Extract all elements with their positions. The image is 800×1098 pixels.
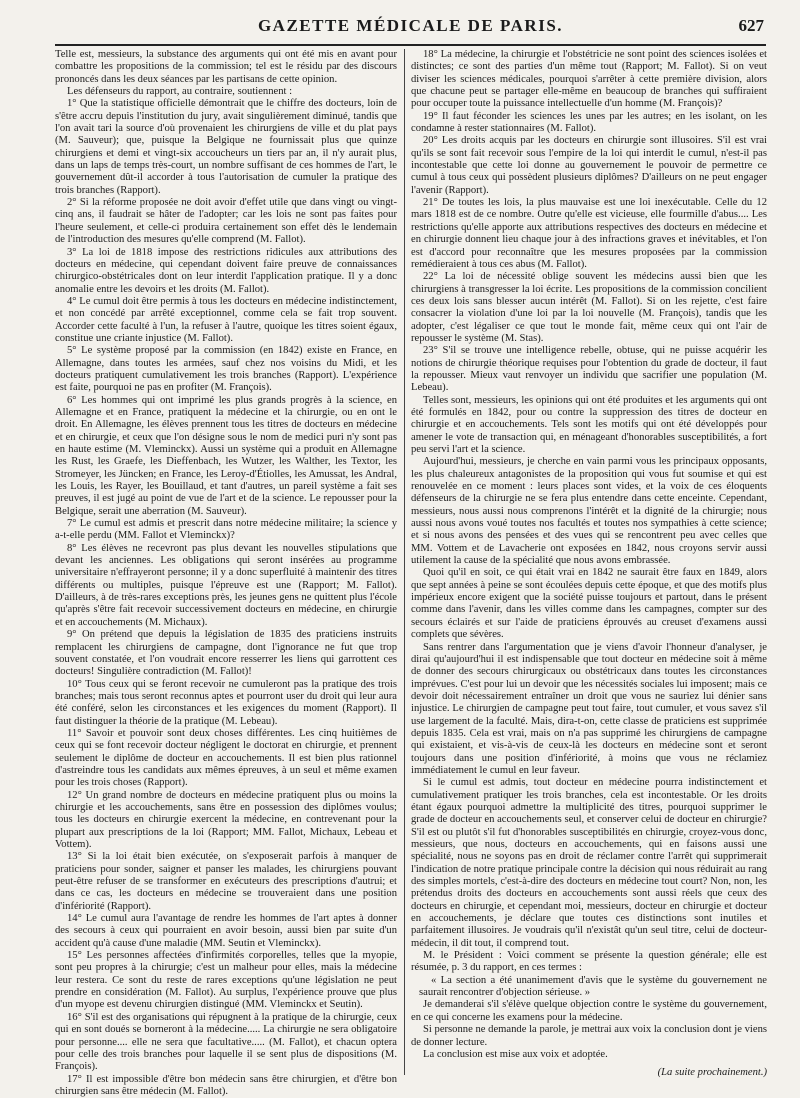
column-divider <box>404 49 405 1075</box>
paragraph: 6° Les hommes qui ont imprimé les plus grands progrès à la science, en Allemagne et en France, pratiquent la médecine et la chirurgie, ou en ont le droit. En Allemagne, les élèves prennent tous les titres de docteurs en médecine et en chirurgie, et ceux que l'on désigne sous le nom de medici puri n'y sont pas en haute estime (M. Vleminckx). Aussi un système qui a produit en Allemagne les Rust, les Graefe, les Dieffenbach, les Wutzer, les Walther, les Textor, les Stromeyer, les Jüncken; en France, les Leroy-d'Étiolles, les Amussat, les Andral, les Louis, les Rayer, les Bouillaud, et tant d'autres, un pareil système a fait ses preuves, il est jugé au point de vue de l'art et de la science. Le repousser pour la Belgique, serait une aberration (M. Sauveur). <box>55 394 397 517</box>
paragraph: M. le Président : Voici comment se présente la question générale; elle est résumée, p. 3 du rapport, en ces termes : <box>411 950 767 974</box>
paragraph: 19° Il faut féconder les sciences les unes par les autres; en les isolant, on les condamne à rester stationnaires (M. Fallot). <box>411 110 767 135</box>
paragraph: 17° Il est impossible d'être bon médecin sans être chirurgien, et d'être bon chirurgien sans être médecin (M. Fallot). <box>55 1073 397 1097</box>
paragraph: Telle est, messieurs, la substance des arguments qui ont été mis en avant pour combattre les propositions de la commission; tel est le résidu par des discours prononcés dans les deux séances par les partisans de cette opinion. <box>55 49 397 85</box>
paragraph: 21° De toutes les lois, la plus mauvaise est une loi inexécutable. Celle du 12 mars 1818 est de ce nombre. Outre qu'elle est vicieuse, elle fourmille d'abus.... Les restrictions qu'elle apporte aux attributions respectives des docteurs en médecine et en chirurgie donnent lieu chaque jour à des infractions graves et inévitables, et l'on est d'accord pour reconnaître que les mesures proposées par la commission remédieraient à tous ces abus (M. Fallot). <box>411 197 767 270</box>
paragraph: 15° Les personnes affectées d'infirmités corporelles, telles que la myopie, sont peu propres à la chirurgie; c'est un malheur pour elles, mais la médecine leur restera. Ce sont du reste de rares exceptions qu'une législation ne peut prendre en considération (M. Fallot). Au surplus, l'expérience prouve que plus d'un myope est devenu chirurgien distingué (MM. Vleminckx et Seutin). <box>55 950 397 1011</box>
paragraph: 9° On prétend que depuis la législation de 1835 des praticiens instruits remplacent les chirurgiens de campagne, dont l'ignorance ne fut que trop souvent constatée, et l'on voudrait encore resserrer les liens qui garrottent ces docteurs! Singulière contradiction (M. Fallot)! <box>55 629 397 678</box>
paragraph: Sans rentrer dans l'argumentation que je viens d'avoir l'honneur d'analyser, je dirai qu'aujourd'hui il est indispensable que tout docteur en médecine soit à même de donner des secours chirurgicaux ou obstétricaux dans toutes les circonstances imprévues. C'est pour lui un devoir que les nécessités sociales lui imposent; mais ce devoir doit nécessairement entraîner un droit que vous ne sauriez lui dénier sans injustice. Le chirurgien de campagne peut tout faire, tout cumuler, et vous savez s'il use largement de la faculté. Mais, dira-t-on, cette classe de praticiens est supprimée depuis 1835. Cela est vrai, mais on n'a pas supprimé les chirurgiens de campagne qui existaient, et vis-à-vis de ceux-là les docteurs en médecine sont et seront toujours dans une position d'infériorité, à moins que vous ne réclamiez immédiatement le cumul en leur faveur. <box>411 641 767 776</box>
paragraph: 7° Le cumul est admis et prescrit dans notre médecine militaire; la science y a-t-elle perdu (MM. Fallot et Vleminckx)? <box>55 518 397 542</box>
paragraph: Telles sont, messieurs, les opinions qui ont été produites et les arguments qui ont été formulés en 1842, pour ou contre la suppression des titres de docteur en chirurgie et en accouchements. Tels sont les motifs qui ont été développés pour amener le vote de transaction qui, en ménageant d'honorables susceptibilités, a fort peu servi l'art et la science. <box>411 394 767 455</box>
paragraph: 14° Le cumul aura l'avantage de rendre les hommes de l'art aptes à donner des secours à ceux qui pourraient en avoir besoin, aussi bien par suite d'un accident qu'à cause d'une maladie (MM. Seutin et Vleminckx). <box>55 913 397 949</box>
paragraph: La conclusion est mise aux voix et adoptée. <box>423 1048 608 1060</box>
paragraph: Les défenseurs du rapport, au contraire, soutiennent : <box>67 86 293 98</box>
page-number: 627 <box>738 16 764 35</box>
paragraph: Quoi qu'il en soit, ce qui était vrai en 1842 ne saurait être faux en 1849, alors que sept années à peine se sont écoulées depuis cette époque, et que des motifs plus impérieux encore exigent que la société puisse toujours et partout, dans le présent comme dans l'avenir, dans les villes comme dans les campagnes, compter sur des secours éclairés et sur l'aide de praticiens éprouvés au creuset d'examens aussi complets que sévères. <box>411 567 767 641</box>
quoted-resolution: « La section a été unanimement d'avis que le système du gouvernement ne saurait rencontrer d'objection sérieuse. » <box>419 974 767 999</box>
page-header <box>55 12 766 46</box>
paragraph: 11° Savoir et pouvoir sont deux choses différentes. Les cinq huitièmes de ceux qui se font recevoir docteur négligent le doctorat en chirurgie, et prennent seulement le diplôme de docteur en accouchements. Il est bien plus rationnel d'astreindre tous les candidats aux mêmes épreuves, à un seul et même examen pour les trois choses (Rapport). <box>55 727 397 789</box>
paragraph: 10° Tous ceux qui se feront recevoir ne cumuleront pas la pratique des trois branches; mais tous seront reconnus aptes et pourront user du droit qui leur aura été conféré, selon les circonstances et les exigences du moment (Rapport). Il faut distinguer la théorie de la pratique (M. Lebeau). <box>55 678 397 727</box>
running-title: GAZETTE MÉDICALE DE PARIS. <box>257 16 564 35</box>
paragraph: Si personne ne demande la parole, je mettrai aux voix la conclusion dont je viens de donner lecture. <box>411 1024 767 1048</box>
continuation-note: (La suite prochainement.) <box>657 1067 767 1079</box>
paragraph: 2° Si la réforme proposée ne doit avoir d'effet utile que dans vingt ou vingt-cinq ans, il faudrait se hâter de l'adopter; car les lois ne sont pas faites pour l'heure seulement, et celle-ci produira certainement son effet dès le lendemain de l'introduction des mesures qu'elle comprend (M. Fallot). <box>55 197 397 246</box>
paragraph: 13° Si la loi était bien exécutée, on s'exposerait parfois à manquer de praticiens pour sonder, saigner et panser les malades, les chirurgiens pouvant peut-être refuser de se transformer en exécuteurs des prescriptions d'autrui; et dans ce cas, les docteurs en médecine se trouveraient dans une position d'infériorité (Rapport). <box>55 851 397 912</box>
paragraph: 22° La loi de nécessité oblige souvent les médecins aussi bien que les chirurgiens à transgresser la loi écrite. Les propositions de la commission concilient ces deux lois sans blesser aucun intérêt (M. Fallot). Si on les rejette, c'est faire consacrer la violation d'une loi par la loi nouvelle (M. François), tandis que les adopter, c'est légaliser ce que tout le monde fait, même ceux qui ont l'air de repousser le système (M. Stas). <box>411 271 767 344</box>
paragraph: 20° Les droits acquis par les docteurs en chirurgie sont illusoires. S'il est vrai qu'ils se sont fait recevoir sous l'empire de la loi qui interdit le cumul, n'est-il pas incontestable que cette loi donne au gouvernement le pouvoir de permettre ce cumul à tous ceux qui possèdent plusieurs diplômes? D'ailleurs on ne peut engager l'avenir (Rapport). <box>411 135 767 196</box>
paragraph: 1° Que la statistique officielle démontrait que le chiffre des docteurs, loin de s'être accru depuis l'institution du jury, avait singulièrement diminué, tandis que l'on avait tari la source d'où provenaient les chirurgiens de ville et du plat pays (M. Sauveur); que, puisque la Belgique ne fournissait plus que quinze chirurgiens et demi et vingt-six accoucheurs un tiers par an, il n'y aurait plus, dans un laps de temps très-court, un nombre suffisant de ces hommes de l'art, le gouvernement dût-il accorder à tous l'autorisation de cumuler la pratique des trois branches (Rapport). <box>55 98 397 196</box>
paragraph: 23° S'il se trouve une intelligence rebelle, obtuse, qui ne puisse acquérir les notions de chirurgie théorique requises pour l'obtention du grade de docteur, il faut la repousser. Mieux vaut renvoyer un individu que sacrifier une population (M. Lebeau). <box>411 345 767 394</box>
paragraph: Aujourd'hui, messieurs, je cherche en vain parmi vous les principaux opposants, les plus chaleureux antagonistes de la proposition qui vous fut soumise et qui est renouvelée en ce moment : leurs places sont vides, et la voix de ces éloquents défenseurs de la chirurgie ne se fera plus entendre dans cette enceinte. Cependant, messieurs, nous aussi nous comprenons l'intérêt et la dignité de la chirurgie; nous aussi nous avons voué toutes nos facultés et toutes nos sympathies à cette science; et si nous avons des pensées et des vues qui se rencontrent peu avec celles que MM. Vottem et de Lavacherie ont exposées en 1842, nous croyons servir aussi utilement la cause de la spécialité que nous avons embrassée. <box>411 456 767 567</box>
paragraph: 4° Le cumul doit être permis à tous les docteurs en médecine indistinctement, et non concédé par arrêté exceptionnel, comme cela se fait trop souvent. Accorder cette faculté à l'un, la refuser à l'autre, quoique les titres soient égaux, constitue une criante injustice (M. Fallot). <box>55 295 397 344</box>
paragraph: 18° La médecine, la chirurgie et l'obstétricie ne sont point des sciences isolées et distinctes; ce sont des parties d'un même tout (Rapport; M. Fallot). Si on veut diviser les sciences médicales, pourquoi s'arrêter à cette première division, alors que chacune peut se partager elle-même en beaucoup de branches qui suffiraient pour occuper toute la puissance intellectuelle d'un homme (M. François)? <box>411 49 767 110</box>
paragraph: 5° Le système proposé par la commission (en 1842) existe en France, en Allemagne, dans toutes les armées, sauf chez nos voisins du Midi, et les docteurs pratiquent cumulativement les trois branches (Rapport). L'expérience est faite, pourquoi ne pas en profiter (M. François). <box>55 345 397 394</box>
right-column <box>411 49 767 1077</box>
paragraph: 8° Les élèves ne recevront pas plus devant les nouvelles stipulations que devant les anciennes. Les obligations qui seront insérées au programme universitaire n'effrayeront personne; il y a donc superfluité à maintenir des titres différents ou multiples, puisque l'épreuve est une (Rapport; M. Fallot). D'ailleurs, à de très-rares exceptions près, les jeunes gens ne quittent plus l'école qu'après s'être fait recevoir successivement docteurs en médecine, en chirurgie et en accouchements (M. Michaux). <box>55 542 397 628</box>
paragraph: 3° La loi de 1818 impose des restrictions ridicules aux attributions des docteurs en médecine, qui cependant doivent faire preuve de connaissances chirurgico-obstétricales dont on leur interdit l'application pratique. Il y a donc anomalie entre les devoirs et les droits (M. Fallot). <box>55 246 397 295</box>
paragraph: Je demanderai s'il s'élève quelque objection contre le système du gouvernement, en ce qui concerne les examens pour la médecine. <box>411 999 767 1023</box>
paragraph: Si le cumul est admis, tout docteur en médecine pourra indistinctement et cumulativement pratiquer les trois branches, cela est incontestable. Or les droits étant égaux pourquoi admettre la multiplicité des titres, pourquoi supprimer le grade de docteur en accouchements seul, et conserver celui de docteur en chirurgie? S'il est ou plutôt s'il fut d'honorables susceptibilités en chirurgie, croyez-vous donc, messieurs, que nous, docteurs en accouchements, qui en faisons aussi une spécialité, nous ne soyons pas en droit de réclamer contre l'arrêt qui supprimerait l'indication de notre pratique principale contre la décision qui nous réduirait au rang des simples mortels, c'est-à-dire des docteurs en médecine tout court? Non, non, les prétendus droits des docteurs en accouchements sont aussi réels que ceux des docteurs en chirurgie, et cependant moi, messieurs, docteur en chirurgie et docteur en accouchements, je déclare que toutes ces distinctions sont inutiles et parfaitement illusoires. Je voudrais qu'il n'existât qu'un seul titre, celui de docteur-médecin, il dit tout, il comprend tout. <box>411 777 767 949</box>
paragraph: 12° Un grand nombre de docteurs en médecine pratiquent plus ou moins la chirurgie et les accouchements, sans être en possession des diplômes voulus; tous les docteurs en chirurgie exercent la médecine, en contrevenant pour la plupart aux prescriptions de la loi (Rapport; MM. Fallot, Michaux, Lebeau et Vottem). <box>55 789 397 850</box>
left-column <box>55 49 397 1097</box>
paragraph: 16° S'il est des organisations qui répugnent à la pratique de la chirurgie, ceux qui en sont doués se borneront à la médecine..... La chirurgie ne sera obligatoire pour personne.... elle ne sera que facultative..... (M. Fallot), et chacun optera pour celle des trois branches pour laquelle il se sent plus de dispositions (M. François). <box>55 1011 397 1073</box>
